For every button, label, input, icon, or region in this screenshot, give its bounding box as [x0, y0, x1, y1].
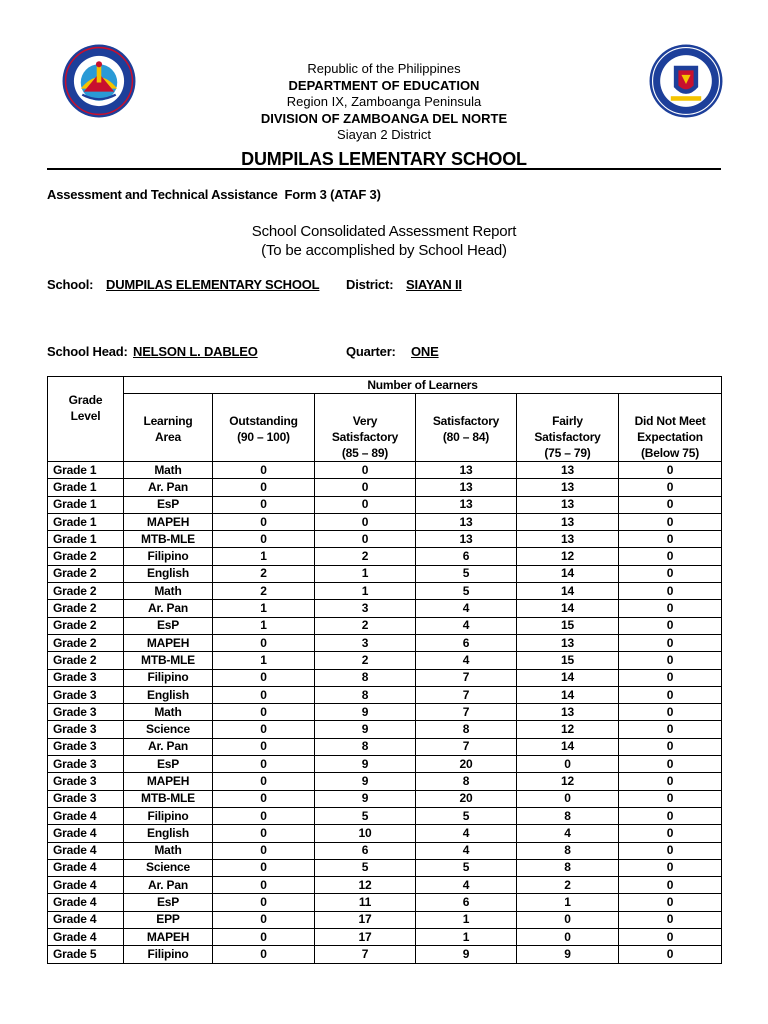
very-satisfactory-cell: 8 — [315, 686, 416, 703]
satisfactory-cell: 1 — [416, 929, 517, 946]
fairly-satisfactory-cell: 8 — [517, 807, 619, 824]
division-line: DIVISION OF ZAMBOANGA DEL NORTE — [260, 110, 508, 126]
outstanding-cell: 1 — [213, 548, 315, 565]
learning-area-cell: MAPEH — [124, 929, 213, 946]
grade-level-cell: Grade 3 — [48, 721, 124, 738]
learning-area-cell: MTB-MLE — [124, 531, 213, 548]
did-not-meet-cell: 0 — [619, 634, 722, 651]
table-row — [48, 583, 722, 600]
satisfactory-cell: 20 — [416, 790, 517, 807]
fairly-satisfactory-cell: 0 — [517, 790, 619, 807]
did-not-meet-cell: 0 — [619, 479, 722, 496]
satisfactory-cell: 6 — [416, 548, 517, 565]
satisfactory-cell: 5 — [416, 583, 517, 600]
satisfactory-cell: 7 — [416, 669, 517, 686]
outstanding-cell: 0 — [213, 479, 315, 496]
satisfactory-cell: 4 — [416, 617, 517, 634]
outstanding-cell: 0 — [213, 738, 315, 755]
did-not-meet-cell: 0 — [619, 911, 722, 928]
grade-level-cell: Grade 2 — [48, 600, 124, 617]
satisfactory-cell: 8 — [416, 721, 517, 738]
outstanding-cell: 0 — [213, 513, 315, 530]
table-row — [48, 513, 722, 530]
fairly-satisfactory-cell: 13 — [517, 704, 619, 721]
table-row — [48, 738, 722, 755]
fairly-satisfactory-cell: 0 — [517, 911, 619, 928]
fairly-satisfactory-cell: 9 — [517, 946, 619, 963]
outstanding-cell: 0 — [213, 669, 315, 686]
grade-level-cell: Grade 2 — [48, 548, 124, 565]
very-satisfactory-cell: 8 — [315, 738, 416, 755]
satisfactory-cell: 4 — [416, 877, 517, 894]
grade-level-cell: Grade 2 — [48, 617, 124, 634]
learning-area-cell: EPP — [124, 911, 213, 928]
outstanding-cell: 0 — [213, 842, 315, 859]
very-satisfactory-cell: 7 — [315, 946, 416, 963]
very-satisfactory-cell: 11 — [315, 894, 416, 911]
satisfactory-cell: 6 — [416, 894, 517, 911]
table-row — [48, 600, 722, 617]
very-satisfactory-cell: 1 — [315, 565, 416, 582]
outstanding-cell: 2 — [213, 583, 315, 600]
did-not-meet-cell: 0 — [619, 565, 722, 582]
quarter-value: ONE — [411, 344, 439, 359]
fairly-satisfactory-cell: 13 — [517, 496, 619, 513]
very-satisfactory-cell: 2 — [315, 652, 416, 669]
learning-area-cell: MTB-MLE — [124, 790, 213, 807]
grade-level-cell: Grade 4 — [48, 807, 124, 824]
table-row — [48, 946, 722, 963]
did-not-meet-cell: 0 — [619, 773, 722, 790]
table-row — [48, 531, 722, 548]
fairly-satisfactory-cell: 15 — [517, 617, 619, 634]
header-divider — [47, 168, 721, 170]
table-row — [48, 496, 722, 513]
quarter-label: Quarter: — [346, 344, 396, 359]
table-row — [48, 721, 722, 738]
fairly-satisfactory-cell: 2 — [517, 877, 619, 894]
very-satisfactory-cell: 0 — [315, 513, 416, 530]
outstanding-cell: 0 — [213, 531, 315, 548]
grade-level-cell: Grade 4 — [48, 911, 124, 928]
outstanding-cell: 0 — [213, 894, 315, 911]
did-not-meet-cell: 0 — [619, 669, 722, 686]
satisfactory-cell: 8 — [416, 773, 517, 790]
learning-area-cell: Filipino — [124, 669, 213, 686]
report-title-line2: (To be accomplished by School Head) — [261, 242, 507, 259]
satisfactory-cell: 5 — [416, 807, 517, 824]
learning-area-cell: English — [124, 565, 213, 582]
fairly-satisfactory-cell: 14 — [517, 686, 619, 703]
grade-level-cell: Grade 5 — [48, 946, 124, 963]
grade-level-cell: Grade 3 — [48, 738, 124, 755]
grade-level-cell: Grade 3 — [48, 790, 124, 807]
department-line: DEPARTMENT OF EDUCATION — [288, 77, 480, 93]
learning-area-cell: Ar. Pan — [124, 738, 213, 755]
very-satisfactory-cell: 0 — [315, 496, 416, 513]
fairly-satisfactory-cell: 12 — [517, 548, 619, 565]
outstanding-cell: 0 — [213, 825, 315, 842]
very-satisfactory-cell: 6 — [315, 842, 416, 859]
outstanding-header: Outstanding (90 – 100) — [213, 394, 315, 462]
outstanding-cell: 0 — [213, 859, 315, 876]
fairly-satisfactory-cell: 1 — [517, 894, 619, 911]
very-satisfactory-cell: 9 — [315, 756, 416, 773]
did-not-meet-cell: 0 — [619, 652, 722, 669]
very-satisfactory-cell: 1 — [315, 583, 416, 600]
table-row — [48, 842, 722, 859]
very-satisfactory-cell: 10 — [315, 825, 416, 842]
grade-level-cell: Grade 1 — [48, 531, 124, 548]
did-not-meet-cell: 0 — [619, 548, 722, 565]
very-satisfactory-cell: 2 — [315, 617, 416, 634]
table-row — [48, 652, 722, 669]
very-satisfactory-cell: 17 — [315, 911, 416, 928]
learning-area-cell: Ar. Pan — [124, 479, 213, 496]
fairly-satisfactory-cell: 8 — [517, 842, 619, 859]
outstanding-cell: 0 — [213, 790, 315, 807]
satisfactory-cell: 9 — [416, 946, 517, 963]
outstanding-cell: 1 — [213, 652, 315, 669]
satisfactory-cell: 4 — [416, 600, 517, 617]
table-row — [48, 565, 722, 582]
learning-area-cell: Filipino — [124, 807, 213, 824]
table-row — [48, 825, 722, 842]
grade-level-cell: Grade 1 — [48, 462, 124, 479]
table-row — [48, 894, 722, 911]
learning-area-cell: MAPEH — [124, 634, 213, 651]
satisfactory-cell: 13 — [416, 531, 517, 548]
fairly-satisfactory-cell: 14 — [517, 669, 619, 686]
satisfactory-cell: 4 — [416, 842, 517, 859]
learning-area-cell: EsP — [124, 894, 213, 911]
school-name-title: DUMPILAS LEMENTARY SCHOOL — [241, 148, 527, 169]
fairly-satisfactory-cell: 12 — [517, 721, 619, 738]
district-label: District: — [346, 277, 394, 292]
report-title-line1: School Consolidated Assessment Report — [251, 223, 517, 240]
assessment-table — [47, 376, 722, 964]
outstanding-cell: 0 — [213, 929, 315, 946]
region-line: Region IX, Zamboanga Peninsula — [286, 94, 482, 109]
grade-level-cell: Grade 1 — [48, 513, 124, 530]
did-not-meet-cell: 0 — [619, 929, 722, 946]
grade-level-cell: Grade 2 — [48, 634, 124, 651]
did-not-meet-header: Did Not Meet Expectation (Below 75) — [619, 394, 722, 462]
satisfactory-cell: 6 — [416, 634, 517, 651]
learning-area-cell: Filipino — [124, 946, 213, 963]
learning-area-cell: English — [124, 686, 213, 703]
table-row — [48, 634, 722, 651]
form-title: Assessment and Technical Assistance Form 3 (ATAF 3) — [47, 187, 381, 202]
fairly-satisfactory-cell: 13 — [517, 634, 619, 651]
did-not-meet-cell: 0 — [619, 686, 722, 703]
school-value: DUMPILAS ELEMENTARY SCHOOL — [106, 277, 320, 292]
did-not-meet-cell: 0 — [619, 583, 722, 600]
very-satisfactory-cell: 9 — [315, 773, 416, 790]
outstanding-cell: 0 — [213, 721, 315, 738]
did-not-meet-cell: 0 — [619, 859, 722, 876]
satisfactory-header: Satisfactory (80 – 84) — [416, 394, 517, 462]
learning-area-cell: Science — [124, 859, 213, 876]
fairly-satisfactory-header: Fairly Satisfactory (75 – 79) — [517, 394, 619, 462]
satisfactory-cell: 1 — [416, 911, 517, 928]
fairly-satisfactory-cell: 13 — [517, 513, 619, 530]
fairly-satisfactory-cell: 14 — [517, 565, 619, 582]
satisfactory-cell: 13 — [416, 496, 517, 513]
very-satisfactory-cell: 2 — [315, 548, 416, 565]
fairly-satisfactory-cell: 14 — [517, 583, 619, 600]
learning-area-cell: Math — [124, 704, 213, 721]
learning-area-cell: Filipino — [124, 548, 213, 565]
learning-area-cell: Math — [124, 842, 213, 859]
learning-area-cell: Ar. Pan — [124, 877, 213, 894]
did-not-meet-cell: 0 — [619, 756, 722, 773]
satisfactory-cell: 13 — [416, 479, 517, 496]
grade-level-cell: Grade 3 — [48, 704, 124, 721]
very-satisfactory-cell: 8 — [315, 669, 416, 686]
outstanding-cell: 0 — [213, 462, 315, 479]
learning-area-cell: MAPEH — [124, 513, 213, 530]
district-value: SIAYAN II — [406, 277, 462, 292]
learning-area-cell: Math — [124, 583, 213, 600]
satisfactory-cell: 13 — [416, 513, 517, 530]
learning-area-cell: MAPEH — [124, 773, 213, 790]
satisfactory-cell: 20 — [416, 756, 517, 773]
grade-level-cell: Grade 1 — [48, 496, 124, 513]
did-not-meet-cell: 0 — [619, 617, 722, 634]
fairly-satisfactory-cell: 13 — [517, 462, 619, 479]
did-not-meet-cell: 0 — [619, 496, 722, 513]
very-satisfactory-cell: 0 — [315, 479, 416, 496]
table-row — [48, 877, 722, 894]
report-title — [0, 222, 768, 260]
table-row — [48, 911, 722, 928]
learning-area-cell: MTB-MLE — [124, 652, 213, 669]
grade-level-header: Grade Level — [48, 377, 124, 462]
satisfactory-cell: 7 — [416, 738, 517, 755]
table-row — [48, 704, 722, 721]
did-not-meet-cell: 0 — [619, 877, 722, 894]
grade-level-cell: Grade 3 — [48, 773, 124, 790]
table-row — [48, 479, 722, 496]
very-satisfactory-cell: 9 — [315, 790, 416, 807]
grade-level-cell: Grade 2 — [48, 583, 124, 600]
fairly-satisfactory-cell: 0 — [517, 756, 619, 773]
outstanding-cell: 2 — [213, 565, 315, 582]
very-satisfactory-cell: 9 — [315, 721, 416, 738]
did-not-meet-cell: 0 — [619, 825, 722, 842]
grade-level-cell: Grade 4 — [48, 877, 124, 894]
fairly-satisfactory-cell: 13 — [517, 479, 619, 496]
grade-level-cell: Grade 4 — [48, 825, 124, 842]
table-row — [48, 929, 722, 946]
fairly-satisfactory-cell: 4 — [517, 825, 619, 842]
did-not-meet-cell: 0 — [619, 946, 722, 963]
did-not-meet-cell: 0 — [619, 807, 722, 824]
school-head-value: NELSON L. DABLEO — [133, 344, 258, 359]
grade-level-cell: Grade 1 — [48, 479, 124, 496]
table-row — [48, 756, 722, 773]
very-satisfactory-cell: 3 — [315, 634, 416, 651]
very-satisfactory-header: Very Satisfactory (85 – 89) — [315, 394, 416, 462]
did-not-meet-cell: 0 — [619, 721, 722, 738]
fairly-satisfactory-cell: 14 — [517, 600, 619, 617]
outstanding-cell: 0 — [213, 807, 315, 824]
learning-area-cell: EsP — [124, 617, 213, 634]
learning-area-cell: Math — [124, 462, 213, 479]
satisfactory-cell: 4 — [416, 825, 517, 842]
table-row — [48, 773, 722, 790]
table-row — [48, 686, 722, 703]
fairly-satisfactory-cell: 15 — [517, 652, 619, 669]
did-not-meet-cell: 0 — [619, 738, 722, 755]
satisfactory-cell: 5 — [416, 565, 517, 582]
table-row — [48, 790, 722, 807]
very-satisfactory-cell: 5 — [315, 807, 416, 824]
grade-level-cell: Grade 2 — [48, 565, 124, 582]
satisfactory-cell: 5 — [416, 859, 517, 876]
outstanding-cell: 1 — [213, 600, 315, 617]
very-satisfactory-cell: 9 — [315, 704, 416, 721]
learning-area-cell: English — [124, 825, 213, 842]
grade-level-cell: Grade 2 — [48, 652, 124, 669]
table-row — [48, 859, 722, 876]
grade-level-cell: Grade 4 — [48, 894, 124, 911]
table-row — [48, 462, 722, 479]
grade-level-cell: Grade 3 — [48, 686, 124, 703]
outstanding-cell: 0 — [213, 773, 315, 790]
very-satisfactory-cell: 17 — [315, 929, 416, 946]
did-not-meet-cell: 0 — [619, 894, 722, 911]
table-row — [48, 807, 722, 824]
grade-level-cell: Grade 3 — [48, 756, 124, 773]
table-row — [48, 669, 722, 686]
very-satisfactory-cell: 5 — [315, 859, 416, 876]
did-not-meet-cell: 0 — [619, 790, 722, 807]
outstanding-cell: 0 — [213, 756, 315, 773]
outstanding-cell: 0 — [213, 946, 315, 963]
outstanding-cell: 0 — [213, 496, 315, 513]
outstanding-cell: 0 — [213, 634, 315, 651]
very-satisfactory-cell: 3 — [315, 600, 416, 617]
satisfactory-cell: 13 — [416, 462, 517, 479]
outstanding-cell: 1 — [213, 617, 315, 634]
fairly-satisfactory-cell: 14 — [517, 738, 619, 755]
satisfactory-cell: 4 — [416, 652, 517, 669]
fairly-satisfactory-cell: 13 — [517, 531, 619, 548]
learning-area-cell: EsP — [124, 496, 213, 513]
did-not-meet-cell: 0 — [619, 531, 722, 548]
very-satisfactory-cell: 0 — [315, 531, 416, 548]
learning-area-cell: Science — [124, 721, 213, 738]
outstanding-cell: 0 — [213, 704, 315, 721]
fairly-satisfactory-cell: 12 — [517, 773, 619, 790]
learning-area-cell: Ar. Pan — [124, 600, 213, 617]
school-head-label: School Head: — [47, 344, 128, 359]
did-not-meet-cell: 0 — [619, 513, 722, 530]
district-line: Siayan 2 District — [337, 127, 431, 142]
republic-line: Republic of the Philippines — [307, 61, 461, 76]
school-label: School: — [47, 277, 94, 292]
did-not-meet-cell: 0 — [619, 842, 722, 859]
table-row — [48, 548, 722, 565]
grade-level-cell: Grade 4 — [48, 929, 124, 946]
outstanding-cell: 0 — [213, 877, 315, 894]
satisfactory-cell: 7 — [416, 704, 517, 721]
learning-area-cell: EsP — [124, 756, 213, 773]
did-not-meet-cell: 0 — [619, 600, 722, 617]
very-satisfactory-cell: 12 — [315, 877, 416, 894]
outstanding-cell: 0 — [213, 911, 315, 928]
table-row — [48, 617, 722, 634]
did-not-meet-cell: 0 — [619, 704, 722, 721]
grade-level-cell: Grade 4 — [48, 859, 124, 876]
grade-level-cell: Grade 3 — [48, 669, 124, 686]
satisfactory-cell: 7 — [416, 686, 517, 703]
number-of-learners-header: Number of Learners — [124, 377, 722, 394]
fairly-satisfactory-cell: 8 — [517, 859, 619, 876]
fairly-satisfactory-cell: 0 — [517, 929, 619, 946]
did-not-meet-cell: 0 — [619, 462, 722, 479]
learning-area-header: Learning Area — [124, 394, 213, 462]
grade-level-cell: Grade 4 — [48, 842, 124, 859]
letterhead — [0, 61, 768, 170]
very-satisfactory-cell: 0 — [315, 462, 416, 479]
outstanding-cell: 0 — [213, 686, 315, 703]
